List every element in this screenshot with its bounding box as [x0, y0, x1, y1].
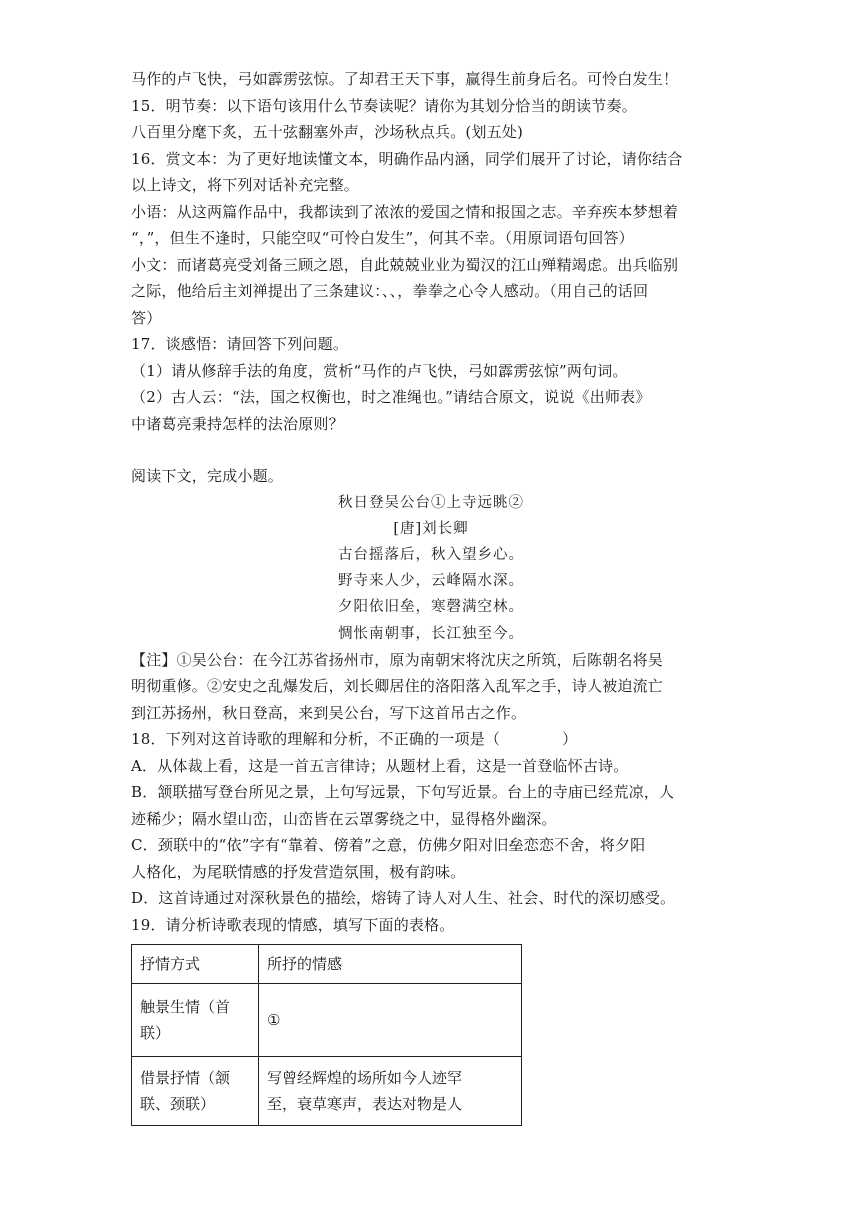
- note-line: 明彻重修。②安史之乱爆发后，刘长卿居住的洛阳落入乱军之手，诗人被迫流亡: [131, 677, 664, 696]
- text-line: 中诸葛亮秉持怎样的法治原则？: [131, 414, 344, 433]
- poem-author: [唐]刘长卿: [393, 520, 469, 537]
- poem-notes: [131, 647, 731, 727]
- text-line: 17．谈感悟：请回答下列问题。: [131, 335, 349, 353]
- text-line: （1）请从修辞手法的角度，赏析“马作的卢飞快，弓如霹雳弦惊”两句词。: [131, 361, 628, 380]
- question-19-stem: 19．请分析诗歌表现的情感，填写下面的表格。: [131, 915, 455, 934]
- poem-verse: 野寺来人少，云峰隔水深。: [338, 573, 524, 590]
- option-line: D．这首诗通过对深秋景色的描绘，熔铸了诗人对人生、社会、时代的深切感受。: [131, 889, 676, 908]
- question-18-stem: 18．下列对这首诗歌的理解和分析，不正确的一项是（ ）: [131, 730, 578, 749]
- text-line: 之际，他给后主刘禅提出了三条建议：、、，拳拳之心令人感动。（用自己的话回: [131, 282, 649, 300]
- text-line: “，”，但生不逢时，只能空叹“可怜白发生”，何其不幸。（用原词语句回答）: [131, 229, 634, 247]
- table-row: [132, 984, 522, 1057]
- option-line: A．从体裁上看，这是一首五言律诗；从题材上看，这是一首登临怀古诗。: [131, 756, 629, 775]
- option-line: B．颔联描写登台所见之景，上句写远景，下句写近景。台上的寺庙已经荒凉，人: [131, 783, 675, 802]
- text-line: 15．明节奏：以下语句该用什么节奏读呢？请你为其划分恰当的朗读节奏。: [131, 96, 637, 115]
- text-line: 以上诗文，将下列对话补充完整。: [131, 176, 360, 194]
- document-content: [131, 66, 731, 1126]
- poem-title: 秋日登吴公台①上寺远眺②: [338, 494, 524, 511]
- table-row: [132, 1057, 522, 1126]
- poem-verse: 古台摇落后，秋入望乡心。: [338, 546, 524, 563]
- table-header-cell: 抒情方式: [132, 945, 259, 984]
- question-18-options: [131, 753, 731, 912]
- table-cell-emotion[interactable]: 写曾经辉煌的场所如今人迹罕 至，衰草寒声，表达对物是人: [259, 1057, 522, 1126]
- reading-instruction: 阅读下文，完成小题。: [131, 467, 284, 485]
- option-line: 人格化，为尾联情感的抒发营造氛围，极有韵味。: [131, 862, 466, 881]
- table-cell-emotion[interactable]: ①: [259, 984, 522, 1057]
- table-cell-method: 触景生情（首 联）: [132, 984, 259, 1057]
- poem-verse: 夕阳依旧垒，寒磬满空林。: [338, 599, 524, 616]
- text-line: 答）: [131, 308, 162, 327]
- text-line: 16．赏文本：为了更好地读懂文本，明确作品内涵，同学们展开了讨论，请你结合: [131, 149, 683, 168]
- emotion-table: [131, 944, 522, 1126]
- text-line: （2）古人云：“法，国之权衡也，时之准绳也。”请结合原文，说说《出师表》: [131, 388, 651, 406]
- table-header-cell: 所抒的情感: [259, 945, 522, 984]
- table-header-row: [132, 945, 522, 984]
- text-line: 小文：而诸葛亮受刘备三顾之恩，自此兢兢业业为蜀汉的江山殚精竭虑。出兵临别: [131, 255, 679, 274]
- text-line: 八百里分麾下炙，五十弦翻塞外声，沙场秋点兵。(划五处): [131, 123, 524, 141]
- question-block-15-17: [131, 66, 731, 437]
- option-line: 迹稀少；隔水望山峦，山峦皆在云罩雾绕之中，显得格外幽深。: [131, 809, 557, 828]
- text-line: 马作的卢飞快，弓如霹雳弦惊。了却君王天下事，赢得生前身后名。可怜白发生！: [131, 70, 679, 88]
- table-cell-method: 借景抒情（颔 联、颈联）: [132, 1057, 259, 1126]
- note-line: 【注】①吴公台：在今江苏省扬州市，原为南朝宋将沈庆之所筑，后陈朝名将吴: [131, 650, 664, 669]
- note-line: 到江苏扬州，秋日登高，来到吴公台，写下这首吊古之作。: [131, 703, 527, 722]
- poem-verse: 惆怅南朝事，长江独至今。: [338, 625, 524, 642]
- text-line: 小语：从这两篇作品中，我都读到了浓浓的爱国之情和报国之志。辛弃疾本梦想着: [131, 202, 679, 221]
- poem: [131, 490, 731, 647]
- option-line: C．颈联中的“依”字有“靠着、傍着”之意，仿佛夕阳对旧垒恋恋不舍，将夕阳: [131, 836, 646, 855]
